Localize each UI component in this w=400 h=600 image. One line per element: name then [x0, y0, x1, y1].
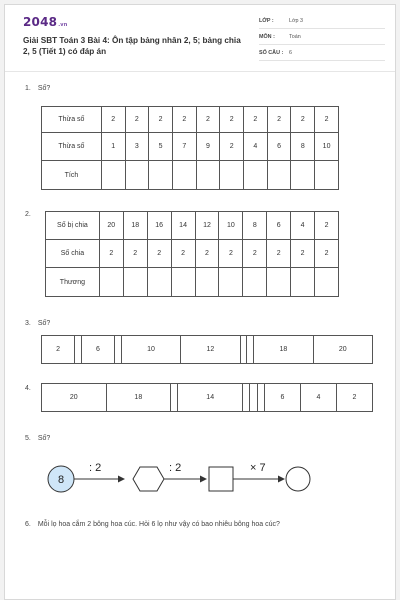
- answer-cell[interactable]: [115, 336, 122, 364]
- answer-cell[interactable]: [171, 384, 178, 412]
- table-cell: 2: [220, 107, 244, 133]
- row-header: Tích: [42, 161, 102, 190]
- site-logo[interactable]: [23, 15, 68, 29]
- question-prompt: Số?: [37, 85, 51, 92]
- q4-number-sequence: [41, 383, 373, 412]
- answer-cell[interactable]: [147, 268, 171, 297]
- meta-row-subject: [259, 31, 385, 45]
- q1-multiplication-table: [41, 106, 339, 190]
- table-row: [46, 240, 339, 268]
- row-header: Số chia: [46, 240, 100, 268]
- table-row: [42, 107, 339, 133]
- answer-cell[interactable]: [257, 384, 264, 412]
- table-cell: 2: [267, 107, 291, 133]
- question-number: 4.: [25, 385, 31, 392]
- question-text: Mỗi lọ hoa cắm 2 bông hoa cúc. Hỏi 6 lọ như vậy có bao nhiêu bông hoa cúc?: [37, 521, 280, 528]
- table-cell: 2: [101, 107, 125, 133]
- answer-cell[interactable]: [267, 268, 291, 297]
- operation-label: : 2: [169, 462, 182, 474]
- table-cell: 12: [195, 212, 219, 240]
- answer-cell[interactable]: [99, 268, 123, 297]
- question-number: 2.: [25, 211, 31, 218]
- table-cell: 10: [315, 133, 339, 161]
- operation-label: × 7: [250, 462, 266, 474]
- table-cell: 2: [243, 240, 267, 268]
- table-row: [42, 133, 339, 161]
- answer-cell[interactable]: [240, 336, 247, 364]
- meta-row-class: [259, 15, 385, 29]
- square-answer[interactable]: [209, 467, 233, 491]
- question-number: 5.: [25, 435, 31, 442]
- table-cell: 2: [291, 107, 315, 133]
- question-4-heading: [25, 385, 31, 392]
- arrow-head-icon: [278, 476, 285, 483]
- answer-cell[interactable]: [125, 161, 149, 190]
- table-cell: 8: [243, 212, 267, 240]
- answer-cell[interactable]: [123, 268, 147, 297]
- table-row: [42, 384, 373, 412]
- sequence-cell: 18: [254, 336, 313, 364]
- answer-cell[interactable]: [244, 161, 268, 190]
- answer-cell[interactable]: [242, 384, 249, 412]
- table-cell: 2: [195, 240, 219, 268]
- sequence-cell: 2: [336, 384, 372, 412]
- table-cell: 14: [171, 212, 195, 240]
- q2-division-table: [45, 211, 339, 297]
- table-cell: 2: [123, 240, 147, 268]
- hexagon-answer[interactable]: [133, 467, 164, 491]
- table-cell: 2: [315, 240, 339, 268]
- answer-cell[interactable]: [171, 268, 195, 297]
- answer-cell[interactable]: [247, 336, 254, 364]
- table-cell: 2: [125, 107, 149, 133]
- answer-cell[interactable]: [243, 268, 267, 297]
- question-number: 1.: [25, 85, 31, 92]
- sequence-cell: 12: [181, 336, 240, 364]
- sequence-cell: 6: [264, 384, 300, 412]
- sequence-cell: 14: [178, 384, 243, 412]
- table-cell: 16: [147, 212, 171, 240]
- table-cell: 1: [101, 133, 125, 161]
- table-cell: 2: [99, 240, 123, 268]
- start-value: 8: [57, 474, 65, 486]
- table-cell: 2: [267, 240, 291, 268]
- answer-cell[interactable]: [219, 268, 243, 297]
- table-cell: 2: [219, 240, 243, 268]
- meta-row-count: [259, 47, 385, 61]
- table-cell: 9: [196, 133, 220, 161]
- table-cell: 8: [291, 133, 315, 161]
- question-prompt: Số?: [37, 435, 51, 442]
- sequence-cell: 20: [313, 336, 372, 364]
- table-cell: 4: [244, 133, 268, 161]
- table-cell: 2: [149, 107, 173, 133]
- logo-suffix: .vn: [58, 22, 68, 28]
- q5-operation-chain: [45, 457, 375, 501]
- table-cell: 2: [171, 240, 195, 268]
- table-row: [42, 161, 339, 190]
- table-cell: 18: [123, 212, 147, 240]
- sequence-cell: 10: [121, 336, 180, 364]
- answer-cell[interactable]: [75, 336, 82, 364]
- table-cell: 3: [125, 133, 149, 161]
- row-header: Số bị chia: [46, 212, 100, 240]
- page-title: Giải SBT Toán 3 Bài 4: Ôn tập bảng nhân 2, 5; bảng chia 2, 5 (Tiết 1) có đáp án: [23, 36, 241, 56]
- table-row: [46, 212, 339, 240]
- sequence-cell: 2: [42, 336, 75, 364]
- question-prompt: Số?: [37, 320, 51, 327]
- arrow-head-icon: [200, 476, 207, 483]
- header-divider: [5, 71, 395, 72]
- meta-value: Lớp 3: [289, 18, 304, 24]
- table-cell: 2: [315, 212, 339, 240]
- row-header: Thương: [46, 268, 100, 297]
- worksheet-page: [4, 4, 396, 600]
- row-header: Thừa số: [42, 107, 102, 133]
- meta-label: LỚP :: [259, 18, 274, 24]
- sequence-cell: 4: [300, 384, 336, 412]
- question-1-heading: [25, 85, 50, 92]
- table-cell: 2: [147, 240, 171, 268]
- table-cell: 2: [244, 107, 268, 133]
- answer-cell[interactable]: [220, 161, 244, 190]
- answer-cell[interactable]: [101, 161, 125, 190]
- meta-value: 6: [289, 50, 292, 56]
- table-cell: 5: [149, 133, 173, 161]
- operation-label: : 2: [89, 462, 102, 474]
- question-6: [25, 521, 280, 528]
- question-2-heading: [25, 211, 31, 218]
- table-cell: 10: [219, 212, 243, 240]
- q3-number-sequence: [41, 335, 373, 364]
- logo-text: 2048: [23, 15, 58, 29]
- answer-cell[interactable]: [315, 268, 339, 297]
- table-cell: 2: [315, 107, 339, 133]
- table-cell: 2: [291, 240, 315, 268]
- question-number: 6.: [25, 521, 31, 528]
- answer-cell[interactable]: [315, 161, 339, 190]
- page-header: [5, 5, 395, 71]
- table-cell: 6: [267, 133, 291, 161]
- table-cell: 7: [172, 133, 196, 161]
- arrow-head-icon: [118, 476, 125, 483]
- table-cell: 20: [99, 212, 123, 240]
- answer-cell[interactable]: [149, 161, 173, 190]
- table-cell: 4: [291, 212, 315, 240]
- question-5-heading: [25, 435, 50, 442]
- answer-cell[interactable]: [267, 161, 291, 190]
- table-row: [42, 336, 373, 364]
- answer-cell[interactable]: [195, 268, 219, 297]
- sequence-cell: 18: [106, 384, 171, 412]
- table-cell: 6: [267, 212, 291, 240]
- question-3-heading: [25, 320, 50, 327]
- row-header: Thừa số: [42, 133, 102, 161]
- sequence-cell: 20: [42, 384, 107, 412]
- meta-label: SỐ CÂU :: [259, 50, 284, 56]
- table-cell: 2: [172, 107, 196, 133]
- answer-cell[interactable]: [250, 384, 257, 412]
- table-cell: 2: [196, 107, 220, 133]
- meta-value: Toán: [289, 34, 301, 40]
- answer-cell[interactable]: [291, 161, 315, 190]
- result-circle-answer[interactable]: [286, 467, 310, 491]
- answer-cell[interactable]: [291, 268, 315, 297]
- question-number: 3.: [25, 320, 31, 327]
- sequence-cell: 6: [81, 336, 114, 364]
- table-cell: 2: [220, 133, 244, 161]
- answer-cell[interactable]: [196, 161, 220, 190]
- meta-label: MÔN :: [259, 34, 275, 40]
- table-row: [46, 268, 339, 297]
- answer-cell[interactable]: [172, 161, 196, 190]
